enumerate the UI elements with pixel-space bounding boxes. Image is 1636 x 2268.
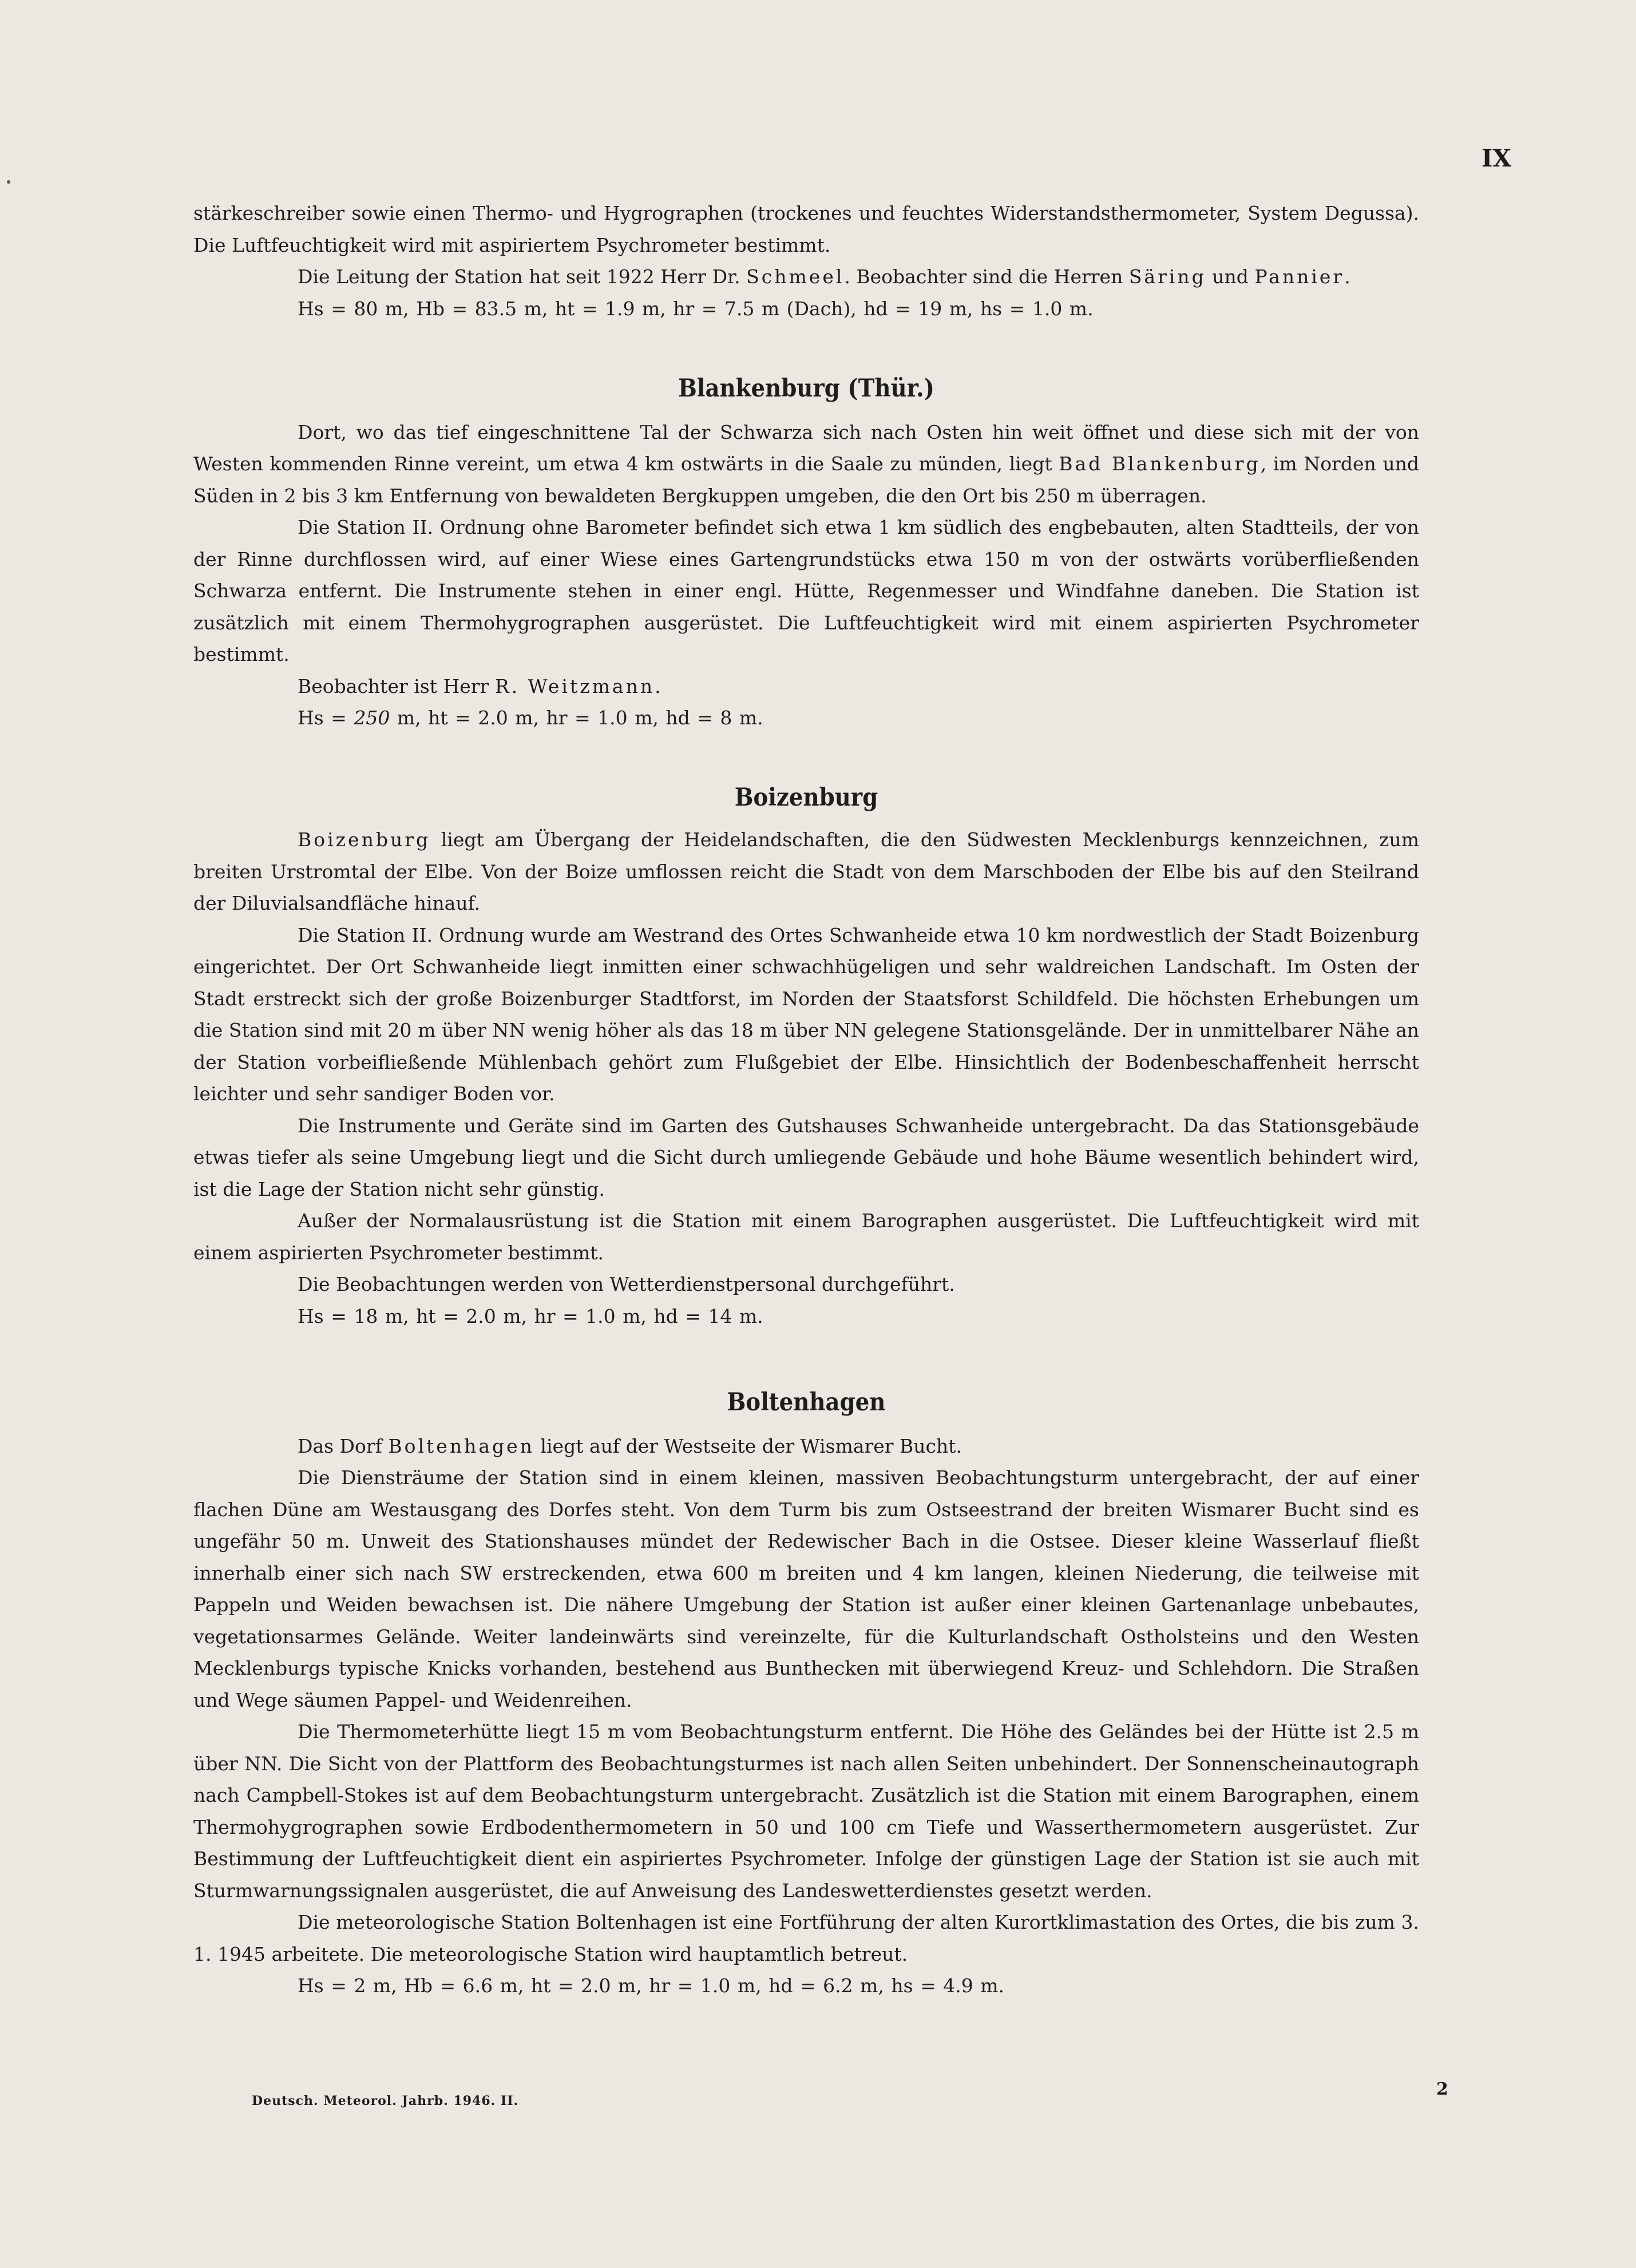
intro-text-a: Die Leitung der Station hat seit 1922 Herr Dr. xyxy=(298,265,747,288)
blankenburg-paragraph-2: Die Station II. Ordnung ohne Barometer befindet sich etwa 1 km südlich des engbebauten, alten Stadtteils, der von der Rinne durchflossen wird, auf einer Wiese eines Gartengrundstücks etwa 150 m von der ostwärts vorüberfließenden Schwarza entfernt. Die Instrumente stehen in einer engl. Hütte, Regenmesser und Windfahne daneben. Die Station ist zusätzlich mit einem Thermohygrographen ausgerüstet. Die Luftfeuchtigkeit wird mit einem aspirierten Psychrometer bestimmt. xyxy=(193,516,1419,665)
intro-text-d: . xyxy=(1344,265,1350,288)
boizenburg-paragraph-2: Die Station II. Ordnung wurde am Westrand des Ortes Schwanheide etwa 10 km nordwestlich der Stadt Boizenburg eingerichtet. Der Ort Schwanheide liegt inmitten einer schwachhügeligen und sehr waldreichen Landschaft. Im Osten der Stadt erstreckt sich der große Boizenburger Stadtforst, im Norden der Staatsforst Schildfeld. Die höchsten Erhebungen um die Station sind mit 20 m über NN wenig höher als das 18 m über NN gelegene Stationsgelände. Der in unmittelbarer Nähe an der Station vorbeifließende Mühlenbach gehört zum Flußgebiet der Elbe. Hinsichtlich der Bodenbeschaffenheit herrscht leichter und sehr sandiger Boden vor. xyxy=(193,923,1419,1105)
section-blankenburg xyxy=(193,373,1419,734)
text-run: Hs = xyxy=(298,707,354,729)
blankenburg-paragraph-1 xyxy=(193,417,1419,512)
boltenhagen-paragraph-4: Die meteorologische Station Boltenhagen ist eine Fortführung der alten Kurortklimastation des Ortes, die bis zum 3. 1. 1945 arbeitete. Die meteorologische Station wird hauptamtlich betreut. xyxy=(193,1911,1419,1965)
page-number: IX xyxy=(1481,144,1512,172)
boizenburg-heights-line: Hs = 18 m, ht = 2.0 m, hr = 1.0 m, hd = 14 m. xyxy=(298,1305,763,1327)
section-boizenburg xyxy=(193,782,1419,1333)
text-run: m, ht = 2.0 m, hr = 1.0 m, hd = 8 m. xyxy=(390,707,763,729)
boltenhagen-paragraph-3: Die Thermometerhütte liegt 15 m vom Beobachtungsturm entfernt. Die Höhe des Geländes bei der Hütte ist 2.5 m über NN. Die Sicht von der Plattform des Beobachtungsturmes ist nach allen Seiten unbehindert. Der Sonnenscheinautograph nach Campbell-Stokes ist auf dem Beobachtungsturm untergebracht. Zusätzlich ist die Station mit einem Barographen, einem Thermohygrographen sowie Erdbodenthermometern in 50 und 100 cm Tiefe und Wasserthermometern ausgerüstet. Zur Bestimmung der Luftfeuchtigkeit dient ein aspiriertes Psychrometer. Infolge der günstigen Lage der Station ist sie auch mit Sturmwarnungssignalen ausgerüstet, die auf Anweisung des Landeswetterdienstes gesetzt werden. xyxy=(193,1720,1419,1902)
section-title: Blankenburg (Thür.) xyxy=(678,374,934,403)
intro-heights-line: Hs = 80 m, Hb = 83.5 m, ht = 1.9 m, hr = 7.5 m (Dach), hd = 19 m, hs = 1.0 m. xyxy=(298,297,1094,320)
intro-paragraph-2 xyxy=(193,261,1419,293)
boizenburg-paragraph-1 xyxy=(193,824,1419,919)
boizenburg-paragraph-4: Außer der Normalausrüstung ist die Station mit einem Barographen ausgerüstet. Die Luftfeuchtigkeit wird mit einem aspirierten Psychrometer bestimmt. xyxy=(193,1210,1419,1264)
footer-citation: Deutsch. Meteorol. Jahrb. 1946. II. xyxy=(252,2093,519,2108)
text-run: , im Norden und Süden in 2 bis 3 km Entfernung von bewaldeten Bergkuppen umgeben, die den Ort bis 250 m überragen. xyxy=(193,453,1420,507)
place-name: Bad Blankenburg xyxy=(1059,453,1261,475)
boltenhagen-paragraph-1 xyxy=(193,1430,1419,1462)
scan-mark xyxy=(7,180,10,184)
boizenburg-paragraph-5: Die Beobachtungen werden von Wetterdienstpersonal durchgeführt. xyxy=(298,1273,955,1295)
person-name: R. Weitzmann xyxy=(494,675,655,697)
page-body xyxy=(193,197,1419,2002)
text-run: Dort, wo das tief eingeschnittene Tal der Schwarza sich nach Osten hin weit öffnet und diese sich mit der von Westen kommenden Rinne vereint, um etwa 4 km ostwärts in die Saale zu münden, liegt xyxy=(193,421,1419,475)
section-boltenhagen xyxy=(193,1387,1419,2002)
text-run: liegt am Übergang der Heidelandschaften, die den Südwesten Mecklenburgs kennzeichnen, zum breiten Urstromtal der Elbe. Von der Boize umflossen reicht die Stadt von dem Marschboden der Elbe bis auf den Steilrand der Diluvialsandfläche hinauf. xyxy=(193,828,1419,914)
boizenburg-paragraph-3: Die Instrumente und Geräte sind im Garten des Gutshauses Schwanheide untergebracht. Da das Stationsgebäude etwas tiefer als seine Umgebung liegt und die Sicht durch umliegende Gebäude und hohe Bäume wesentlich behindert wird, ist die Lage der Station nicht sehr günstig. xyxy=(193,1114,1419,1200)
blankenburg-heights-line xyxy=(193,702,1419,734)
intro-section xyxy=(193,197,1419,324)
text-run: Das Dorf xyxy=(298,1434,389,1457)
person-name: Pannier xyxy=(1254,265,1345,288)
text-run: . xyxy=(655,675,661,697)
intro-paragraph-1: stärkeschreiber sowie einen Thermo- und Hygrographen (trockenes und feuchtes Widerstandsthermometer, System Degussa). Die Luftfeuchtigkeit wird mit aspiriertem Psychrometer bestimmt. xyxy=(193,202,1419,256)
footer-sheet-number: 2 xyxy=(1436,2079,1448,2099)
boltenhagen-heights-line: Hs = 2 m, Hb = 6.6 m, ht = 2.0 m, hr = 1.0 m, hd = 6.2 m, hs = 4.9 m. xyxy=(298,1974,1004,1997)
person-name: Säring xyxy=(1128,265,1206,288)
section-title: Boizenburg xyxy=(734,783,878,812)
intro-text-c: und xyxy=(1206,265,1255,288)
text-run: liegt auf der Westseite der Wismarer Bucht. xyxy=(534,1434,962,1457)
text-run: Beobachter ist Herr xyxy=(298,675,495,697)
intro-text-b: . Beobachter sind die Herren xyxy=(844,265,1129,288)
section-title: Boltenhagen xyxy=(727,1388,886,1417)
blankenburg-paragraph-3 xyxy=(193,671,1419,703)
boltenhagen-paragraph-2: Die Diensträume der Station sind in einem kleinen, massiven Beobachtungsturm untergebracht, der auf einer flachen Düne am Westausgang des Dorfes steht. Von dem Turm bis zum Ostseestrand der breiten Wismarer Bucht sind es ungefähr 50 m. Unweit des Stationshauses mündet der Redewischer Bach in die Ostsee. Dieser kleine Wasserlauf fließt innerhalb einer sich nach SW erstreckenden, etwa 600 m breiten und 4 km langen, kleinen Niederung, die teilweise mit Pappeln und Weiden bewachsen ist. Die nähere Umgebung der Station ist außer einer kleinen Gartenanlage unbebautes, vegetationsarmes Gelände. Weiter landeinwärts sind vereinzelte, für die Kulturlandschaft Ostholsteins und den Westen Mecklenburgs typische Knicks vorhanden, bestehend aus Bunthecken mit überwiegend Kreuz- und Schlehdorn. Die Straßen und Wege säumen Pappel- und Weidenreihen. xyxy=(193,1466,1419,1711)
person-name: Schmeel xyxy=(746,265,845,288)
place-name: Boltenhagen xyxy=(388,1434,534,1457)
place-name: Boizenburg xyxy=(298,828,431,851)
italic-value: 250 xyxy=(354,707,390,729)
